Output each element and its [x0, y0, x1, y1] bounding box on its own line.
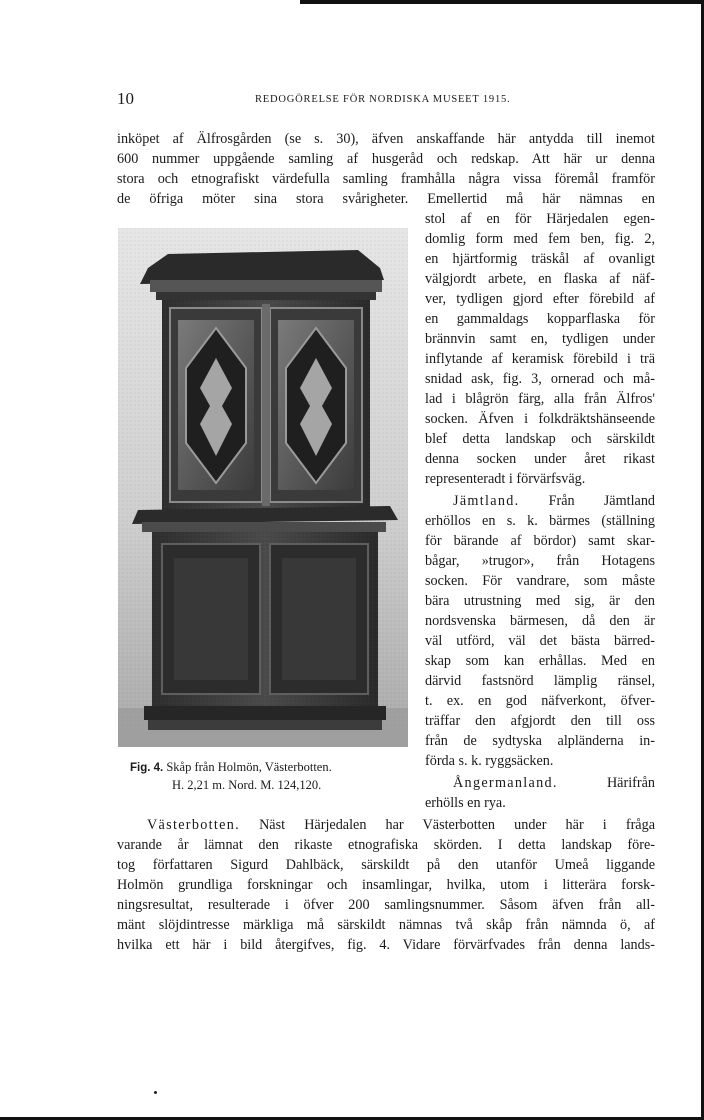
body-line: därvid fastsnörd lämplig ränsel,	[425, 673, 655, 689]
vasterbotten-first-line	[147, 815, 655, 835]
body-line: ningsresultat, resulterade i öfver 200 samlingsnummer. Såsom äfven från all-	[117, 897, 655, 913]
body-line: träffar den afgjordt den till oss	[425, 713, 655, 729]
body-line: nordsvenska bärmesen, då den är	[425, 613, 655, 629]
body-line: socken. Äfven i folkdräktshänseende	[425, 411, 655, 427]
body-text: Näst Härjedalen har Västerbotten under här i fråga	[259, 817, 655, 833]
section-heading-vasterbotten: Västerbotten.	[147, 817, 240, 833]
body-line: bågar, »trugor», från Hotagens	[425, 553, 655, 569]
scan-edge-top	[300, 0, 704, 4]
body-line: representeradt i förvärfsväg.	[425, 471, 586, 487]
running-head: REDOGÖRELSE FÖR NORDISKA MUSEET 1915.	[255, 94, 511, 105]
body-line: domlig form med fem ben, fig. 2,	[425, 231, 655, 247]
body-line: blef detta landskap och särskildt	[425, 431, 655, 447]
body-line: en gammaldags kopparflaska för	[425, 311, 655, 327]
figure-caption	[130, 760, 332, 775]
body-text: Härifrån	[606, 775, 655, 791]
body-line: varande år lämnat den rikaste etnografiska skörden. I detta landskap före-	[117, 837, 655, 853]
cabinet-illustration	[118, 228, 408, 747]
scan-speck	[154, 1091, 157, 1094]
body-text: Från Jämtland	[548, 493, 656, 509]
body-line: ver, tydligen gjord efter förebild af	[425, 291, 655, 307]
figure-label: Fig. 4.	[130, 762, 164, 774]
figure-cabinet-photo	[118, 228, 408, 747]
body-line: snidad ask, fig. 3, ornerad och må-	[425, 371, 655, 387]
angermanland-first-line	[453, 773, 655, 793]
body-line: väl utförd, väl det bästa bärred-	[425, 633, 655, 649]
body-line: en hjärtformig träskål af ovanligt	[425, 251, 655, 267]
body-line: stora och etnografiskt värdefulla samling framhålla några vissa föremål framför	[117, 171, 655, 187]
figure-caption-dimensions: H. 2,21 m. Nord. M. 124,120.	[172, 778, 322, 792]
body-line: välgjordt arbete, en flaska af näf-	[425, 271, 655, 287]
body-line: erhöllos en s. k. bärmes (ställning	[425, 513, 655, 529]
jamtland-first-line	[453, 491, 655, 511]
body-line: stol af en för Härjedalen egen-	[425, 211, 655, 227]
body-line: för bärande af bördor) samt skar-	[425, 533, 655, 549]
body-line: erhölls en rya.	[425, 795, 506, 811]
body-line: brännvin samt en, tydligen under	[425, 331, 655, 347]
body-line: skap som kan erhållas. Med en	[425, 653, 655, 669]
body-line: de öfriga möter sina stora svårigheter. Emellertid må här nämnas en	[117, 191, 655, 207]
body-line: från de sydtyska alpländerna in-	[425, 733, 655, 749]
body-line: inflytande af keramisk förebild i trä	[425, 351, 655, 367]
body-line: lad i blågrön färg, alla från Älfros'	[425, 391, 655, 407]
body-line: inköpet af Älfrosgården (se s. 30), äfven anskaffande här antydda till inemot	[117, 131, 655, 147]
body-line: hvilka ett här i bild återgifves, fig. 4. Vidare förvärfvades från denna lands-	[117, 937, 655, 953]
body-line: Holmön grundliga forskningar och insamlingar, hvilka, utom i litterära forsk-	[117, 877, 655, 893]
figure-caption-text: Skåp från Holmön, Västerbotten.	[166, 760, 332, 774]
body-line: tog författaren Sigurd Dahlbäck, särskildt på den utanför Umeå liggande	[117, 857, 655, 873]
section-heading-jamtland: Jämtland.	[453, 493, 520, 509]
body-line: socken. För vandrare, som måste	[425, 573, 655, 589]
body-line: denna socken under året rikast	[425, 451, 655, 467]
body-line: t. ex. en god näfverkont, öfver-	[425, 693, 655, 709]
page-number: 10	[117, 89, 134, 108]
body-line: mänt slöjdintresse märkliga må särskildt nämnas två skåp från nämnda ö, af	[117, 917, 655, 933]
body-line: bära utrustning med sig, är den	[425, 593, 655, 609]
body-line: 600 nummer uppgående samling af husgeråd och redskap. Att här ur denna	[117, 151, 655, 167]
body-line: förda s. k. ryggsäcken.	[425, 753, 554, 769]
section-heading-angermanland: Ångermanland.	[453, 775, 558, 791]
